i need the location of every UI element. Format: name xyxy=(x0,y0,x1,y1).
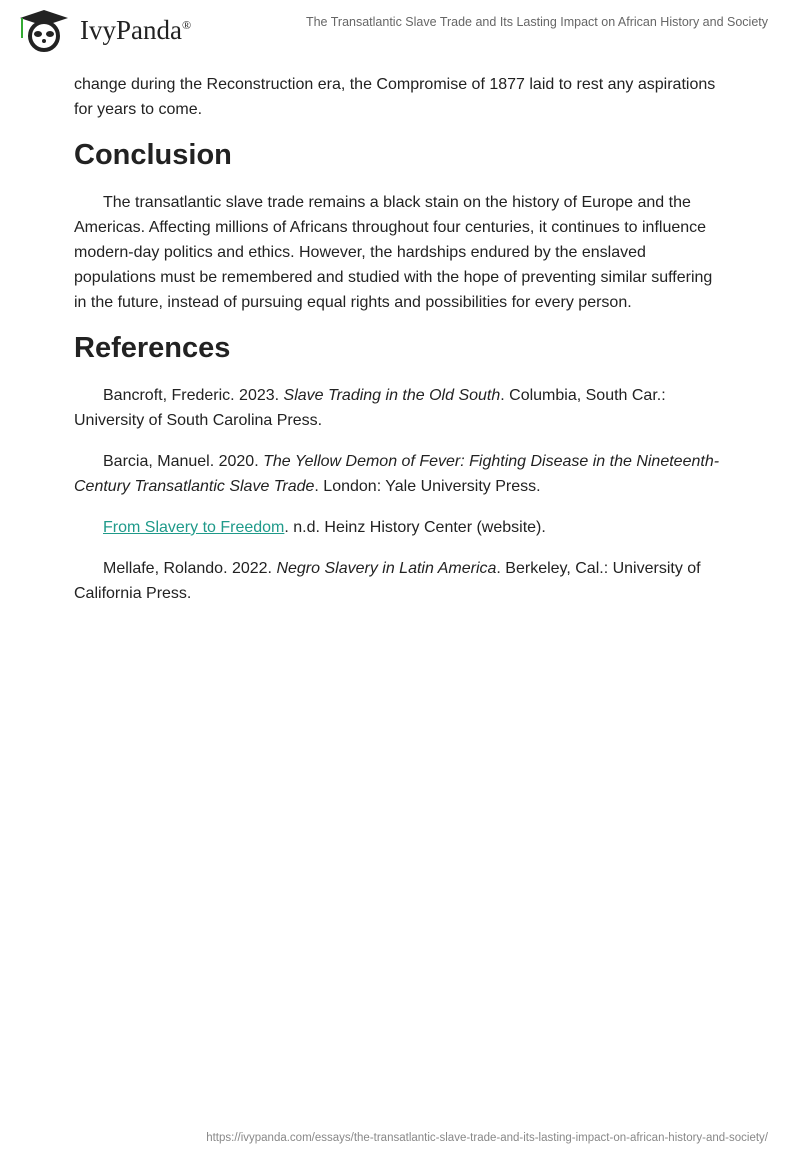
reference-item: Bancroft, Frederic. 2023. Slave Trading in the Old South. Columbia, South Car.: University of South Carolina Press. xyxy=(74,387,666,429)
reference-item: Mellafe, Rolando. 2022. Negro Slavery in Latin America. Berkeley, Cal.: University of California Press. xyxy=(74,560,701,602)
panda-logo-icon xyxy=(12,8,76,52)
document-title: The Transatlantic Slave Trade and Its Lasting Impact on African History and Society xyxy=(305,15,768,29)
logo[interactable] xyxy=(12,8,191,52)
logo-text: IvyPanda® xyxy=(80,14,192,45)
reference-item: Barcia, Manuel. 2020. The Yellow Demon of Fever: Fighting Disease in the Nineteenth-Century Transatlantic Slave Trade. London: Yale University Press. xyxy=(74,453,720,495)
paragraph: change during the Reconstruction era, the Compromise of 1877 laid to rest any aspirations for years to come. xyxy=(74,76,716,118)
reference-item: From Slavery to Freedom. n.d. Heinz History Center (website). xyxy=(103,519,546,536)
conclusion-heading: Conclusion xyxy=(74,139,232,171)
footer-url: https://ivypanda.com/essays/the-transatlantic-slave-trade-and-its-lasting-impact-on-african-history-and-society/ xyxy=(206,1132,768,1144)
reference-link[interactable]: From Slavery to Freedom xyxy=(103,519,285,536)
references-heading: References xyxy=(74,332,231,364)
essay-content xyxy=(74,72,724,622)
conclusion-paragraph: The transatlantic slave trade remains a black stain on the history of Europe and the Americas. Affecting millions of Africans throughout four centuries, it continues to influence modern-day politics and ethics. However, the hardships endured by the enslaved populations must be remembered and studied with the hope of preventing similar suffering in the future, instead of pursuing equal rights and possibilities for every person. xyxy=(74,194,713,311)
